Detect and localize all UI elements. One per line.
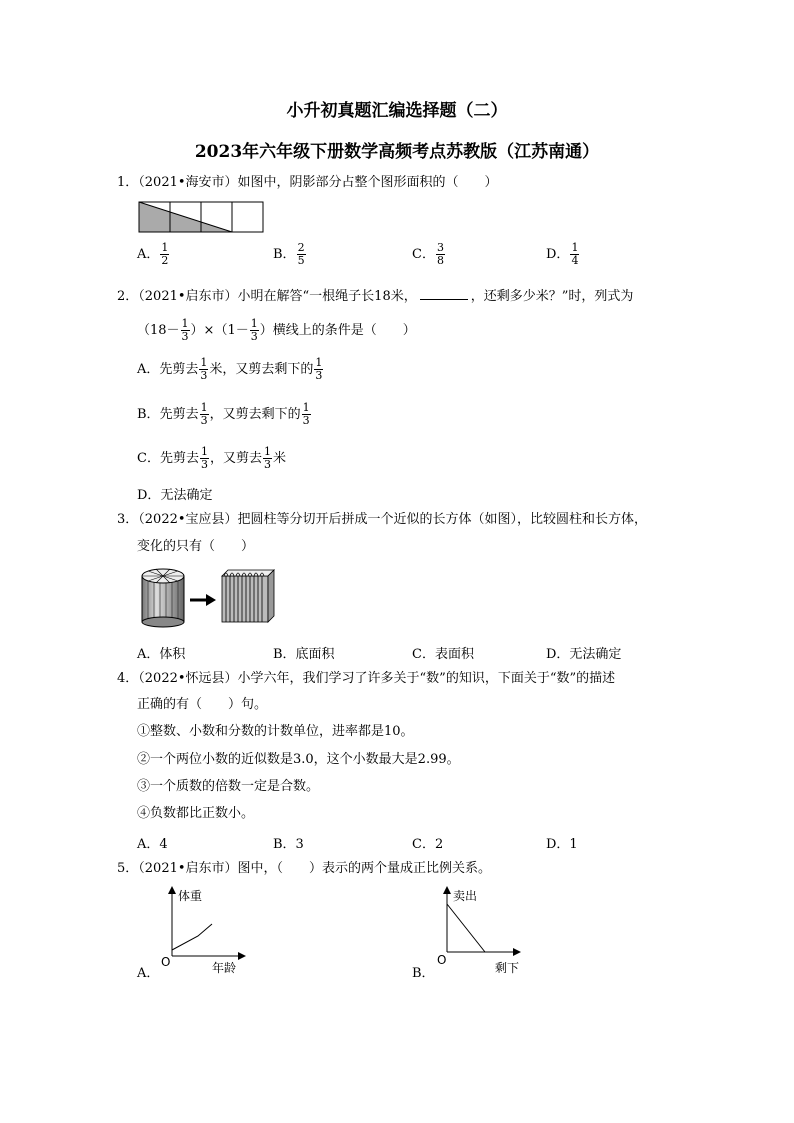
q4-option-b[interactable]: B．3 xyxy=(273,837,304,852)
q3-cylinder-to-cuboid-figure xyxy=(138,566,288,630)
q2-option-a[interactable]: A．先剪去 $\frac{1}{3}$ 米，又剪去剩下的 $\frac{1}{3}$ xyxy=(137,356,323,382)
q5-graph-a-x-label: 年龄 xyxy=(212,961,237,975)
q5-graph-a-origin: O xyxy=(161,955,171,969)
q1-option-c[interactable]: C． $\frac{3}{8}$ xyxy=(412,241,444,267)
question-4: 4．（2022•怀远县）小学六年，我们学习了许多关于“数”的知识，下面关于“数”的描述 xyxy=(117,671,616,686)
q4-option-d[interactable]: D．1 xyxy=(546,837,578,852)
question-3: 3．（2022•宝应县）把圆柱等分切开后拼成一个近似的长方体（如图），比较圆柱和长方体， xyxy=(117,512,648,527)
page-title: 小升初真题汇编选择题（二） xyxy=(286,101,508,121)
q3-option-a[interactable]: A．体积 xyxy=(137,647,186,662)
q4-statement-4: ④负数都比正数小。 xyxy=(137,806,255,821)
q2-option-d[interactable]: D．无法确定 xyxy=(137,488,213,503)
q5-graph-a xyxy=(158,884,248,976)
q1-option-b[interactable]: B． $\frac{2}{5}$ xyxy=(273,241,305,267)
question-number: 1． xyxy=(117,175,139,190)
question-5: 5．（2021•启东市）图中，（ ）表示的两个量成正比例关系。 xyxy=(117,861,492,876)
q5-graph-b-origin: O xyxy=(437,953,447,967)
q3-option-c[interactable]: C．表面积 xyxy=(412,647,474,662)
q5-option-b-letter[interactable]: B． xyxy=(412,966,435,981)
q1-option-d[interactable]: D． $\frac{1}{4}$ xyxy=(546,241,579,267)
question-2: 2．（2021•启东市）小明在解答“一根绳子长18米， ，还剩多少米？”时，列式为 xyxy=(117,289,634,304)
q4-option-a[interactable]: A．4 xyxy=(137,837,168,852)
q2-formula: （18－ $\frac{1}{3}$ ）×（1－ $\frac{1}{3}$ ）横线上的条件是（ ） xyxy=(137,317,416,343)
q2-option-b[interactable]: B．先剪去 $\frac{1}{3}$ ，又剪去剩下的 $\frac{1}{3}$ xyxy=(137,401,310,427)
q4-option-c[interactable]: C．2 xyxy=(412,837,444,852)
q5-graph-b xyxy=(433,884,533,976)
q5-option-a-letter[interactable]: A． xyxy=(137,966,160,981)
q2-option-c[interactable]: C．先剪去 $\frac{1}{3}$ ，又剪去 $\frac{1}{3}$ 米 xyxy=(137,445,286,471)
question-text: （2021•海安市）如图中，阴影部分占整个图形面积的（ ） xyxy=(138,175,498,190)
question-1 xyxy=(117,174,498,192)
q1-option-a[interactable]: A． $\frac{1}{2}$ xyxy=(137,241,169,267)
question-4-cont: 正确的有（ ）句。 xyxy=(137,697,268,712)
q4-statement-1: ①整数、小数和分数的计数单位，进率都是10。 xyxy=(137,724,414,739)
q5-graph-b-x-label: 剩下 xyxy=(495,961,520,975)
q5-graph-b-y-label: 卖出 xyxy=(453,889,478,903)
q3-option-b[interactable]: B．底面积 xyxy=(273,647,335,662)
answer-blank xyxy=(420,287,468,300)
q1-shaded-rect-figure xyxy=(138,201,264,233)
q4-statement-3: ③一个质数的倍数一定是合数。 xyxy=(137,779,320,794)
q5-graph-a-y-label: 体重 xyxy=(178,889,203,903)
q4-statement-2: ②一个两位小数的近似数是3.0，这个小数最大是2.99。 xyxy=(137,752,460,767)
question-3-cont: 变化的只有（ ） xyxy=(137,539,255,554)
page-subtitle: 2023年六年级下册数学高频考点苏教版（江苏南通） xyxy=(194,142,600,162)
q3-option-d[interactable]: D．无法确定 xyxy=(546,647,622,662)
